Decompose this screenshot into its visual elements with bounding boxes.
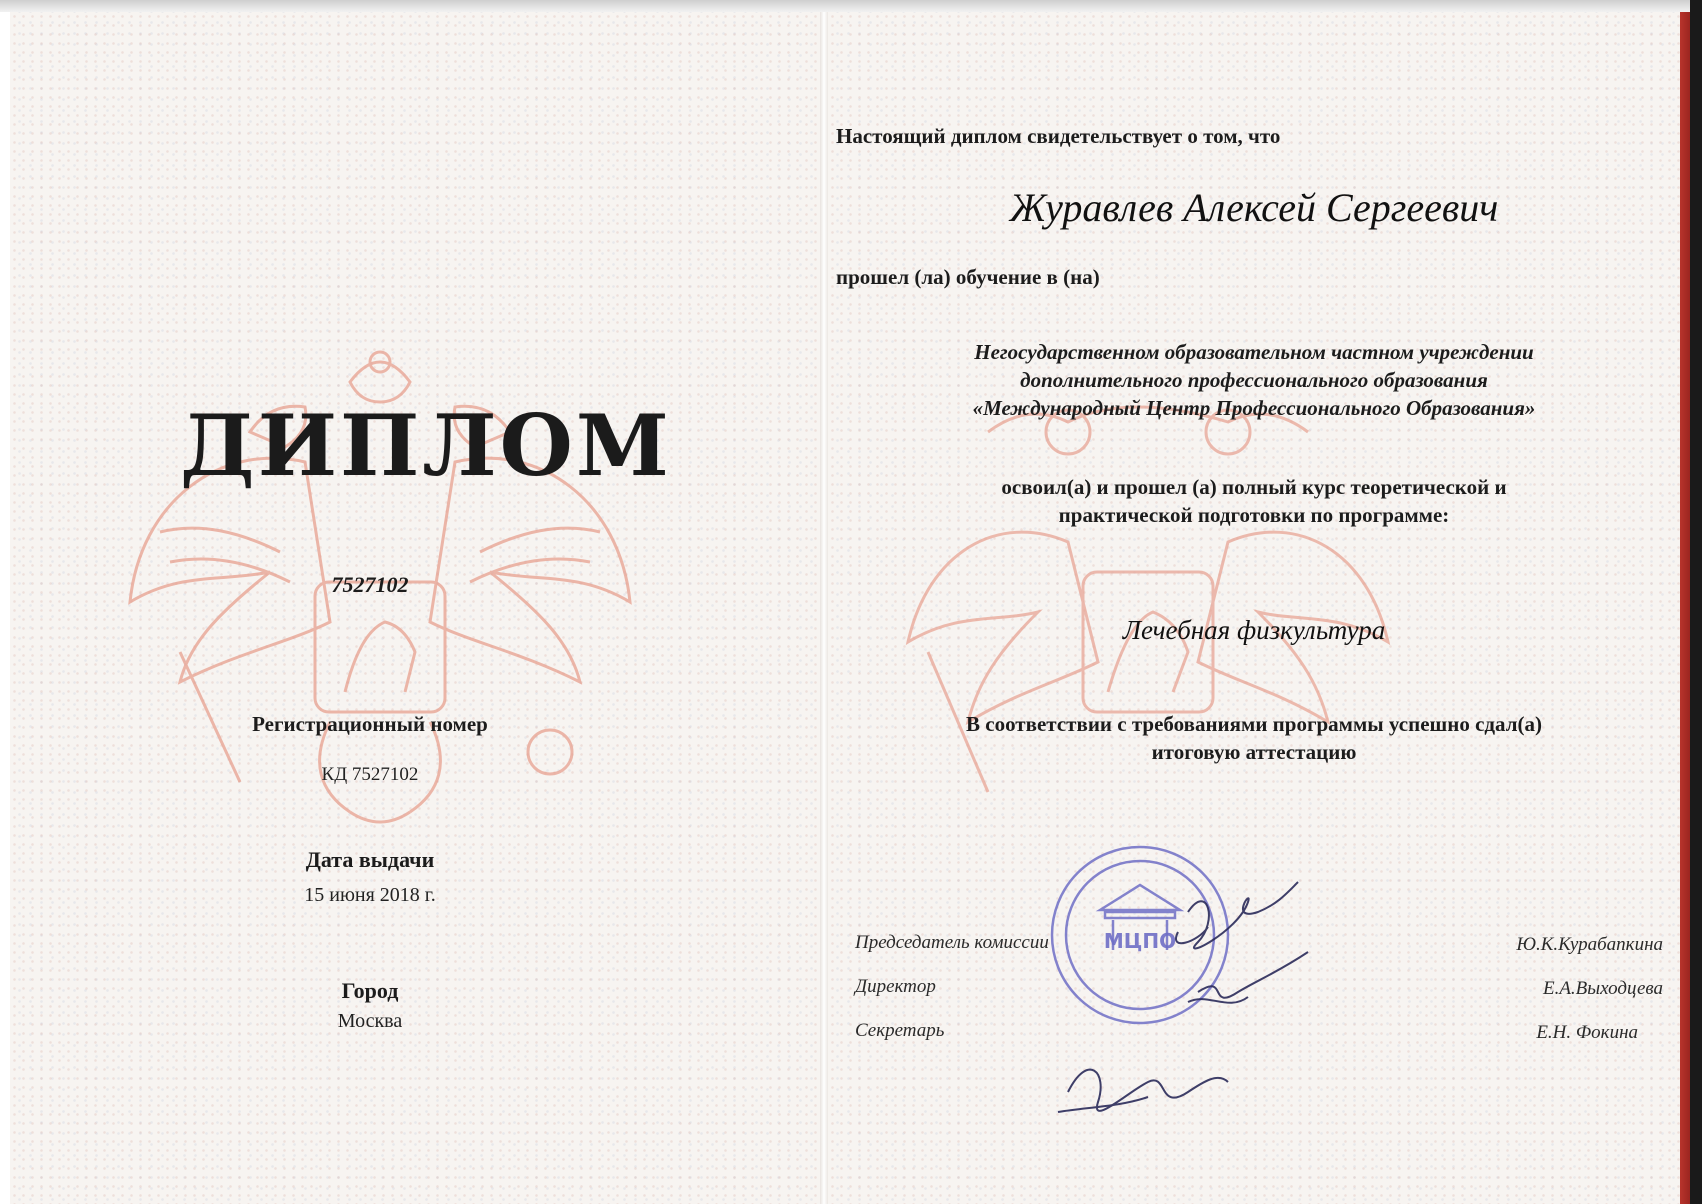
scan-right-border	[1690, 0, 1702, 1204]
signature-role-secretary: Секретарь	[855, 1020, 945, 1041]
holder-name: Журавлев Алексей Сергеевич	[1009, 185, 1499, 230]
institution-line-2: дополнительного профессионального образования	[1020, 368, 1488, 392]
institution-line-3: «Международный Центр Профессионального Образования»	[972, 396, 1536, 420]
signature-role-director: Директор	[855, 976, 936, 997]
attestation-line-2: итоговую аттестацию	[1151, 740, 1357, 764]
signature-role-chairman: Председатель комиссии	[855, 932, 1049, 953]
diploma-right-page	[828, 12, 1680, 1204]
book-spine	[820, 12, 828, 1204]
city-label: Город	[341, 978, 399, 1003]
studied-at-text: прошел (ла) обучение в (на)	[836, 265, 1100, 289]
institution-line-1: Негосударственном образовательном частном учреждении	[974, 340, 1534, 364]
scan-top-edge	[0, 0, 1702, 12]
city-value: Москва	[337, 1010, 403, 1032]
document-title: ДИПЛОМ	[180, 396, 672, 495]
signature-name-secretary: Е.Н. Фокина	[1536, 1022, 1638, 1043]
course-line-2: практической подготовки по программе:	[1058, 503, 1450, 527]
signature-name-chairman: Ю.К.Курабапкина	[1516, 934, 1663, 955]
handwritten-signatures	[1038, 872, 1338, 1192]
stamp-text: МЦПО	[1103, 929, 1177, 953]
attestation-line-1: В соответствии с требованиями программы успешно сдал(а)	[966, 712, 1542, 736]
issue-date-value: 15 июня 2018 г.	[304, 884, 436, 906]
reg-number-label: Регистрационный номер	[252, 712, 488, 736]
course-line-1: освоил(а) и прошел (а) полный курс теоретической и	[1001, 475, 1507, 499]
issue-date-label: Дата выдачи	[305, 847, 435, 872]
signature-name-director: Е.А.Выходцева	[1542, 978, 1663, 999]
reg-number-value: КД 7527102	[321, 764, 419, 785]
program-name: Лечебная физкультура	[1122, 615, 1386, 645]
diploma-number: 7527102	[331, 572, 409, 597]
diploma-left-page	[10, 12, 820, 1204]
intro-text: Настоящий диплом свидетельствует о том, что	[836, 124, 1281, 148]
